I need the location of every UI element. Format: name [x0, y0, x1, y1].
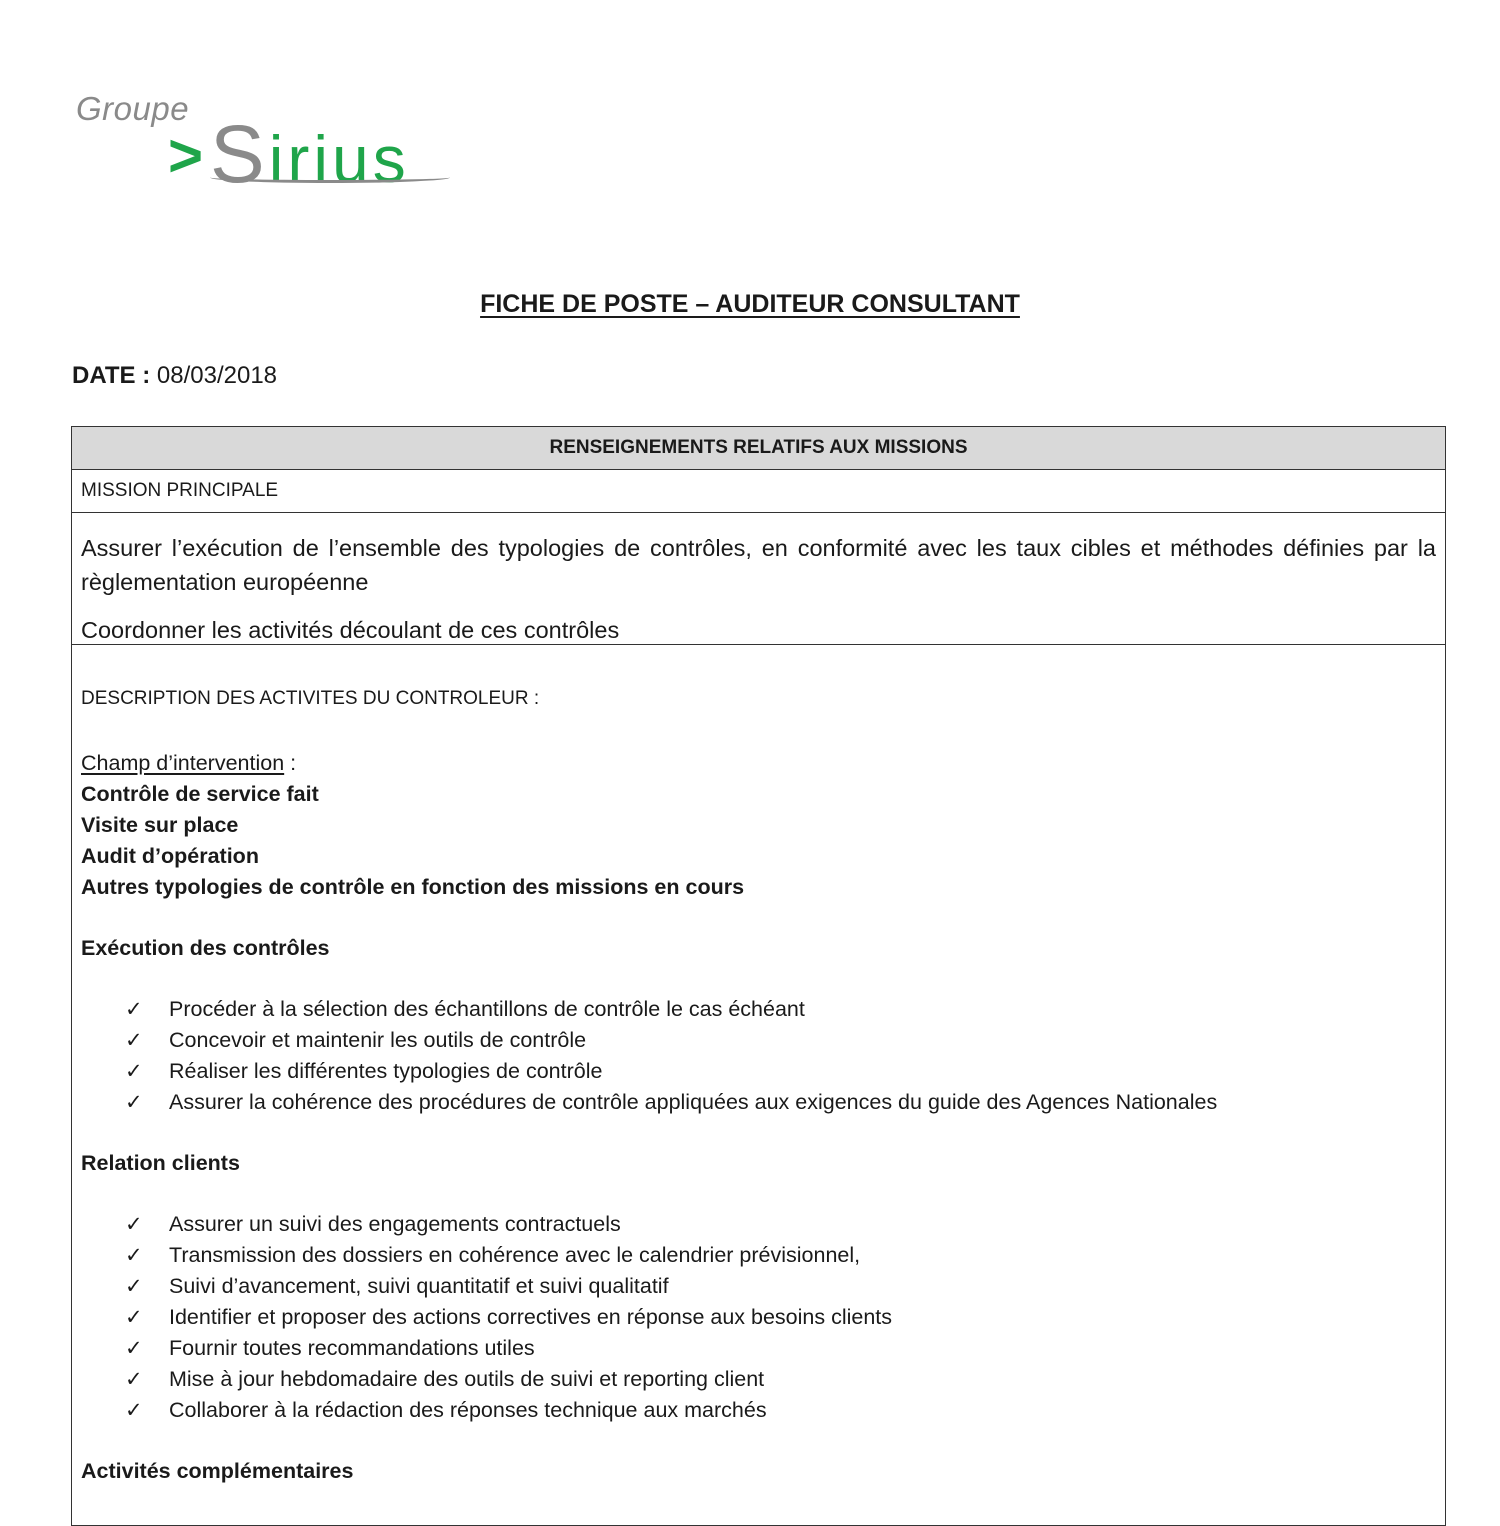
- champ-label: Champ d’intervention: [81, 751, 285, 775]
- checkmark-icon: ✓: [125, 1398, 143, 1422]
- list-item: [81, 1364, 1436, 1395]
- mission-paragraph: Coordonner les activités découlant de ces contrôles: [81, 617, 620, 643]
- logo-sirius-text: [210, 109, 410, 200]
- list-item-text: Assurer un suivi des engagements contractuels: [169, 1212, 621, 1236]
- execution-title: Exécution des contrôles: [81, 936, 330, 960]
- list-item-text: Fournir toutes recommandations utiles: [169, 1336, 535, 1360]
- list-item-text: Concevoir et maintenir les outils de contrôle: [169, 1028, 587, 1052]
- checkmark-icon: ✓: [125, 1059, 143, 1083]
- champ-item: Autres typologies de contrôle en fonction des missions en cours: [81, 875, 745, 899]
- missions-table: [71, 426, 1446, 1526]
- mission-paragraph: Assurer l’exécution de l’ensemble des typologies de contrôles, en conformité avec les taux cibles et méthodes définies par la règlementation européenne: [81, 535, 1436, 595]
- list-item: [81, 1240, 1436, 1271]
- date-value: 08/03/2018: [156, 362, 278, 389]
- page-title: FICHE DE POSTE – AUDITEUR CONSULTANT: [480, 290, 1020, 318]
- list-item: [81, 1056, 1436, 1087]
- champ-item: Contrôle de service fait: [81, 782, 319, 806]
- logo-swoosh: [210, 172, 450, 183]
- checkmark-icon: ✓: [125, 1367, 143, 1391]
- champ-suffix: :: [284, 751, 297, 775]
- date-line: [72, 362, 277, 390]
- logo-name-rest: irius: [268, 122, 410, 196]
- relation-title: Relation clients: [81, 1151, 240, 1175]
- relation-list: [81, 1209, 1436, 1426]
- mission-label: MISSION PRINCIPALE: [72, 470, 1445, 513]
- company-logo: [70, 90, 460, 200]
- list-item-text: Assurer la cohérence des procédures de contrôle appliquées aux exigences du guide des Agences Nationales: [169, 1090, 1218, 1114]
- logo-chevron: >: [168, 122, 204, 189]
- list-item-text: Suivi d’avancement, suivi quantitatif et suivi qualitatif: [169, 1274, 669, 1298]
- list-item-text: Procéder à la sélection des échantillons de contrôle le cas échéant: [169, 997, 805, 1021]
- mission-body: [72, 513, 1445, 645]
- list-item-text: Mise à jour hebdomadaire des outils de suivi et reporting client: [169, 1367, 765, 1391]
- list-item-text: Transmission des dossiers en cohérence avec le calendrier prévisionnel,: [169, 1243, 861, 1267]
- champ-heading: [81, 748, 1436, 779]
- checkmark-icon: ✓: [125, 1305, 143, 1329]
- checkmark-icon: ✓: [125, 1243, 143, 1267]
- list-item: [81, 1271, 1436, 1302]
- date-label: DATE :: [72, 362, 151, 389]
- champ-item: Audit d’opération: [81, 844, 259, 868]
- list-item: [81, 1209, 1436, 1240]
- list-item-text: Identifier et proposer des actions correctives en réponse aux besoins clients: [169, 1305, 893, 1329]
- list-item-text: Collaborer à la rédaction des réponses technique aux marchés: [169, 1398, 767, 1422]
- checkmark-icon: ✓: [125, 1028, 143, 1052]
- list-item: [81, 1025, 1436, 1056]
- checkmark-icon: ✓: [125, 997, 143, 1021]
- checkmark-icon: ✓: [125, 1212, 143, 1236]
- activities-title: DESCRIPTION DES ACTIVITES DU CONTROLEUR :: [81, 688, 540, 709]
- checkmark-icon: ✓: [125, 1274, 143, 1298]
- activities-section: [72, 645, 1445, 1487]
- list-item: [81, 1087, 1436, 1118]
- execution-list: [81, 994, 1436, 1118]
- list-item: [81, 994, 1436, 1025]
- list-item-text: Réaliser les différentes typologies de contrôle: [169, 1059, 603, 1083]
- complementary-title: Activités complémentaires: [81, 1459, 354, 1483]
- checkmark-icon: ✓: [125, 1090, 143, 1114]
- list-item: [81, 1333, 1436, 1364]
- logo-s-letter: S: [210, 109, 269, 200]
- logo-groupe-text: Groupe: [76, 90, 190, 127]
- checkmark-icon: ✓: [125, 1336, 143, 1360]
- champ-item: Visite sur place: [81, 813, 239, 837]
- list-item: [81, 1302, 1436, 1333]
- table-header: RENSEIGNEMENTS RELATIFS AUX MISSIONS: [72, 427, 1445, 470]
- list-item: [81, 1395, 1436, 1426]
